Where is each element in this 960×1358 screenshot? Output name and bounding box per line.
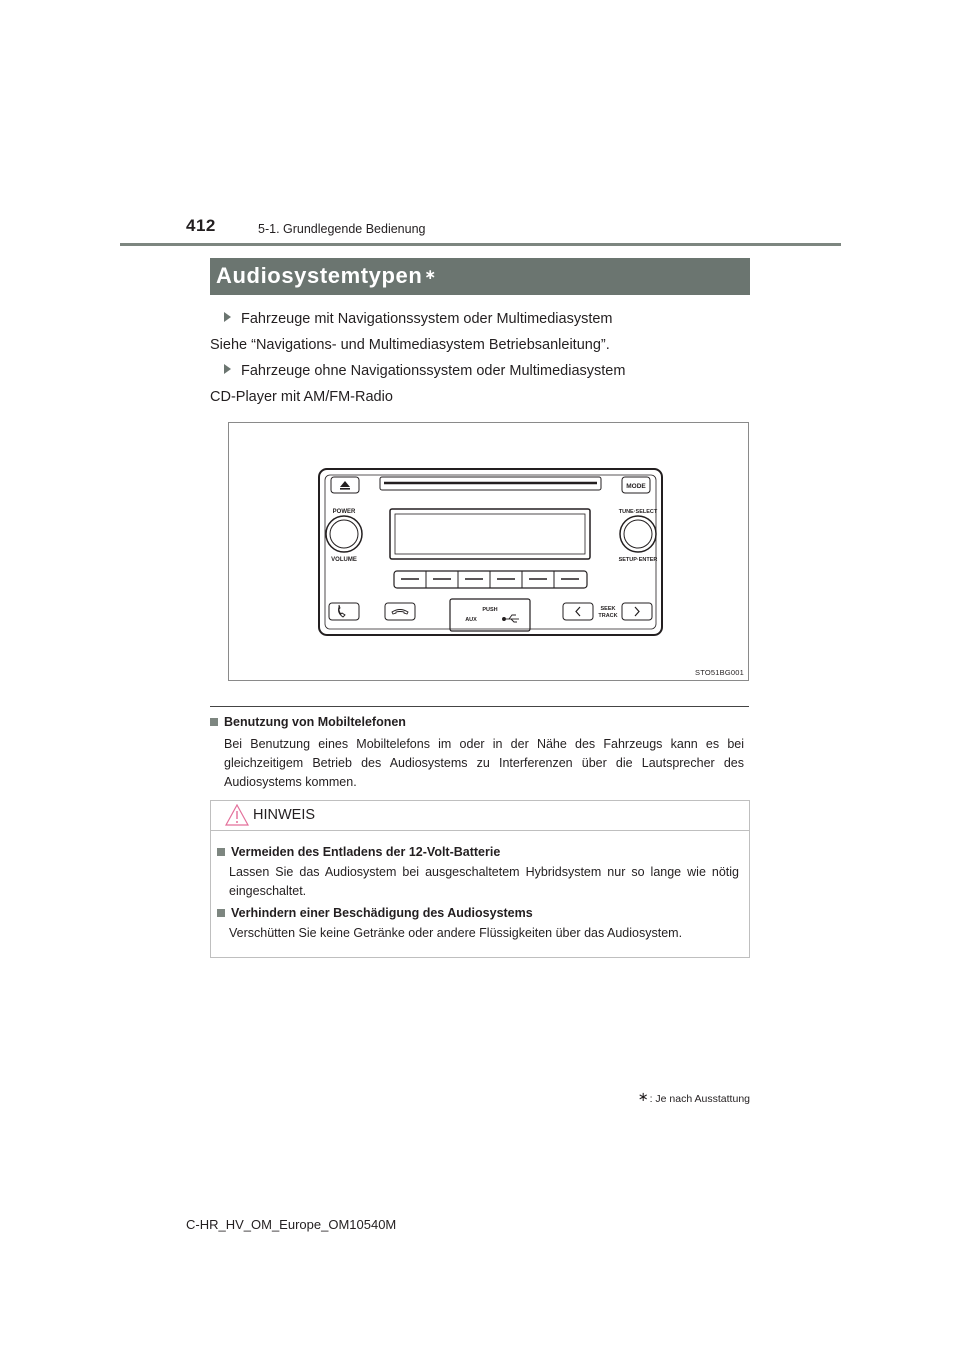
usb-icon (503, 615, 520, 622)
tune-select-label: TUNE·SELECT (618, 509, 658, 515)
phone-pickup-button[interactable] (329, 603, 359, 620)
seek-track-down-button[interactable] (563, 603, 593, 620)
footnote (638, 1089, 750, 1105)
option-without-navigation (224, 363, 625, 379)
note-title (210, 715, 406, 729)
notice-item-1-body: Lassen Sie das Audiosystem bei ausgeschaltetem Hybridsystem nur so lange wie nötig eingeschaltet. (229, 865, 739, 898)
power-label: POWER (332, 509, 356, 515)
section-heading (216, 263, 437, 289)
notice-item-2-title-text: Verhindern einer Beschädigung des Audiosystems (231, 906, 533, 920)
notice-item-2-title (217, 906, 533, 920)
push-label: PUSH (482, 607, 498, 613)
note-divider (210, 706, 749, 707)
setup-enter-label: SETUP·ENTER (618, 557, 658, 563)
volume-label: VOLUME (331, 557, 357, 563)
mode-label: MODE (626, 483, 646, 490)
option-without-navigation-text: CD-Player mit AM/FM-Radio (210, 389, 393, 405)
track-label: TRACK (598, 613, 618, 619)
notice-header (211, 801, 749, 831)
aux-label: AUX (465, 617, 477, 623)
heading-title: Audiosystemtypen (216, 263, 423, 288)
page-number: 412 (186, 216, 216, 235)
header-divider (120, 243, 841, 246)
note-body: Bei Benutzung eines Mobiltelefons im oder in der Nähe des Fahrzeugs kann es bei gleichzeitigem Betrieb des Audiosystems zu Interferenzen über die Lautsprecher des Audiosystems kommen. (224, 737, 744, 789)
notice-item-2-body: Verschütten Sie keine Getränke oder andere Flüssigkeiten über das Audiosystem. (229, 926, 683, 940)
section-heading-bar (210, 258, 750, 295)
square-bullet-icon (217, 909, 225, 917)
audio-unit-figure (228, 422, 749, 681)
tune-select-knob[interactable] (620, 516, 656, 552)
figure-id: STO51BG001 (695, 668, 744, 677)
eject-icon-bar (340, 488, 350, 490)
square-bullet-icon (217, 848, 225, 856)
heading-optional-marker: ∗ (424, 266, 437, 282)
option-with-navigation (224, 311, 613, 327)
radio-display (390, 509, 590, 559)
notice-box (210, 800, 750, 958)
triangle-bullet-icon (224, 312, 231, 322)
footnote-marker: ∗ (637, 1089, 649, 1104)
triangle-bullet-icon (224, 364, 231, 374)
notice-item-1-title-text: Vermeiden des Entladens der 12-Volt-Batterie (231, 845, 501, 859)
option-without-navigation-label: Fahrzeuge ohne Navigationssystem oder Multimediasystem (241, 363, 626, 379)
section-title: 5-1. Grundlegende Bedienung (258, 222, 426, 236)
option-with-navigation-label: Fahrzeuge mit Navigationssystem oder Multimediasystem (241, 311, 613, 327)
seek-track-up-button[interactable] (622, 603, 652, 620)
note-title-text: Benutzung von Mobiltelefonen (224, 715, 406, 729)
chevron-left-icon (576, 607, 580, 616)
seek-label: SEEK (600, 606, 616, 612)
option-with-navigation-text: Siehe “Navigations- und Multimediasystem Betriebsanleitung”. (210, 337, 610, 353)
footnote-text: : Je nach Ausstattung (649, 1093, 750, 1105)
warning-triangle-icon (225, 804, 249, 826)
eject-icon (340, 481, 350, 487)
phone-hangup-icon (392, 610, 408, 615)
square-bullet-icon (210, 718, 218, 726)
document-code: C-HR_HV_OM_Europe_OM10540M (186, 1217, 397, 1232)
tune-select-knob-inner (624, 520, 652, 548)
chevron-right-icon (635, 607, 639, 616)
cd-player-illustration (229, 423, 748, 680)
notice-label: HINWEIS (253, 807, 316, 823)
power-volume-knob-inner (330, 520, 358, 548)
notice-item-1-title (217, 845, 500, 859)
power-volume-knob[interactable] (326, 516, 362, 552)
aux-usb-cover[interactable] (450, 599, 530, 631)
radio-display-inner (395, 514, 585, 554)
phone-pickup-icon (339, 605, 346, 617)
